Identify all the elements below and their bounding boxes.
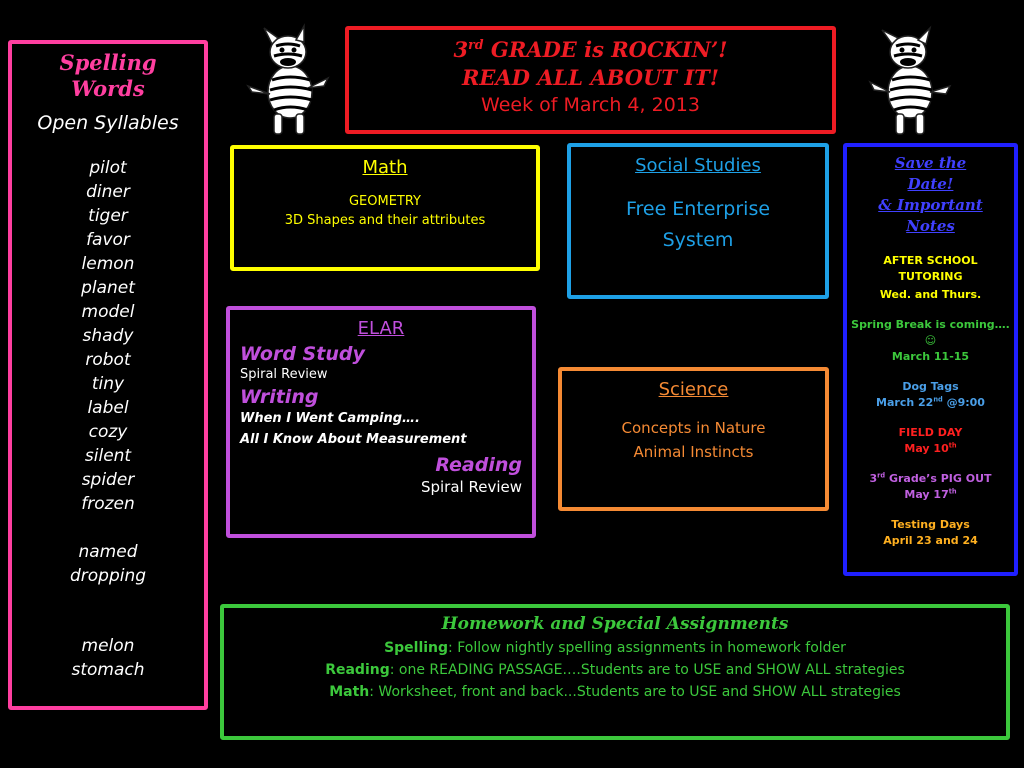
social-studies-panel xyxy=(567,143,829,299)
reading-text: Spiral Review xyxy=(420,478,522,496)
homework-panel xyxy=(220,604,1010,740)
smiley-icon: ☺ xyxy=(924,334,937,347)
spelling-word: diner xyxy=(86,182,130,202)
field-day-note: FIELD DAY May 10th xyxy=(898,426,963,455)
testing-days-note: Testing Days April 23 and 24 xyxy=(883,518,978,547)
spelling-subtitle: Open Syllables xyxy=(37,112,179,134)
writing-heading: Writing xyxy=(240,386,319,408)
word-study-text: Spiral Review xyxy=(240,367,328,382)
social-studies-topic: Free Enterprise System xyxy=(625,198,771,251)
spelling-word: pilot xyxy=(89,158,127,178)
spelling-word: tiny xyxy=(91,374,125,394)
spelling-word: spider xyxy=(81,470,135,490)
writing-text: All I Know About Measurement xyxy=(240,432,467,447)
tutoring-note: AFTER SCHOOL TUTORING Wed. and Thurs. xyxy=(879,254,982,301)
writing-text: When I Went Camping…. xyxy=(240,411,420,426)
spelling-word: melon xyxy=(81,636,135,656)
spelling-word: named xyxy=(78,542,138,562)
spelling-word: label xyxy=(87,398,129,418)
science-topics: Concepts in Nature Animal Instincts xyxy=(621,419,766,461)
spelling-word: favor xyxy=(86,230,130,250)
math-heading: Math xyxy=(362,157,408,178)
spelling-word: silent xyxy=(84,446,132,466)
header-title-line1: 3rd GRADE is ROCKIN’! xyxy=(453,37,728,62)
spelling-word: cozy xyxy=(88,422,128,442)
math-panel xyxy=(230,145,540,271)
pig-out-note: 3rd Grade’s PIG OUT May 17th xyxy=(869,471,992,501)
spelling-word: shady xyxy=(82,326,134,346)
homework-reading: Reading: one READING PASSAGE….Students are to USE and SHOW ALL strategies xyxy=(325,662,905,678)
homework-heading: Homework and Special Assignments xyxy=(441,614,789,634)
spelling-word: dropping xyxy=(69,566,147,586)
spelling-word: model xyxy=(81,302,135,322)
science-panel xyxy=(558,367,829,511)
spelling-word: planet xyxy=(81,278,135,298)
spelling-word: stomach xyxy=(71,660,145,680)
spelling-words-panel xyxy=(8,40,208,710)
header-week: Week of March 4, 2013 xyxy=(481,94,700,116)
dog-tags-note: Dog Tags March 22nd @9:00 xyxy=(876,380,985,409)
spring-break-note: Spring Break is coming…. ☺ March 11-15 xyxy=(847,317,1014,365)
header-title-line2: READ ALL ABOUT IT! xyxy=(461,65,720,90)
spelling-title: Spelling Words xyxy=(59,50,157,101)
spelling-word: frozen xyxy=(81,494,135,514)
social-studies-heading: Social Studies xyxy=(635,155,761,176)
homework-math: Math: Worksheet, front and back...Students are to USE and SHOW ALL strategies xyxy=(329,684,901,700)
spelling-word: robot xyxy=(85,350,131,370)
science-heading: Science xyxy=(658,379,729,400)
important-notes-panel xyxy=(843,143,1018,576)
zebra-mascot-icon xyxy=(858,22,958,138)
elar-heading: ELAR xyxy=(357,318,405,339)
spelling-word-list xyxy=(12,156,204,516)
challenge-word-list xyxy=(12,634,204,682)
notes-heading: Save the Date! & Important Notes xyxy=(878,154,983,235)
spelling-word: tiger xyxy=(88,206,128,226)
homework-spelling: Spelling: Follow nightly spelling assignments in homework folder xyxy=(384,640,846,656)
extra-word-list xyxy=(12,540,204,588)
math-topic: GEOMETRY xyxy=(348,194,422,209)
newsletter-header xyxy=(345,26,836,134)
elar-panel xyxy=(226,306,536,538)
spelling-word: lemon xyxy=(81,254,135,274)
reading-heading: Reading xyxy=(435,454,522,476)
zebra-mascot-icon xyxy=(238,22,338,138)
math-subtopic: 3D Shapes and their attributes xyxy=(284,213,486,228)
word-study-heading: Word Study xyxy=(240,343,365,365)
